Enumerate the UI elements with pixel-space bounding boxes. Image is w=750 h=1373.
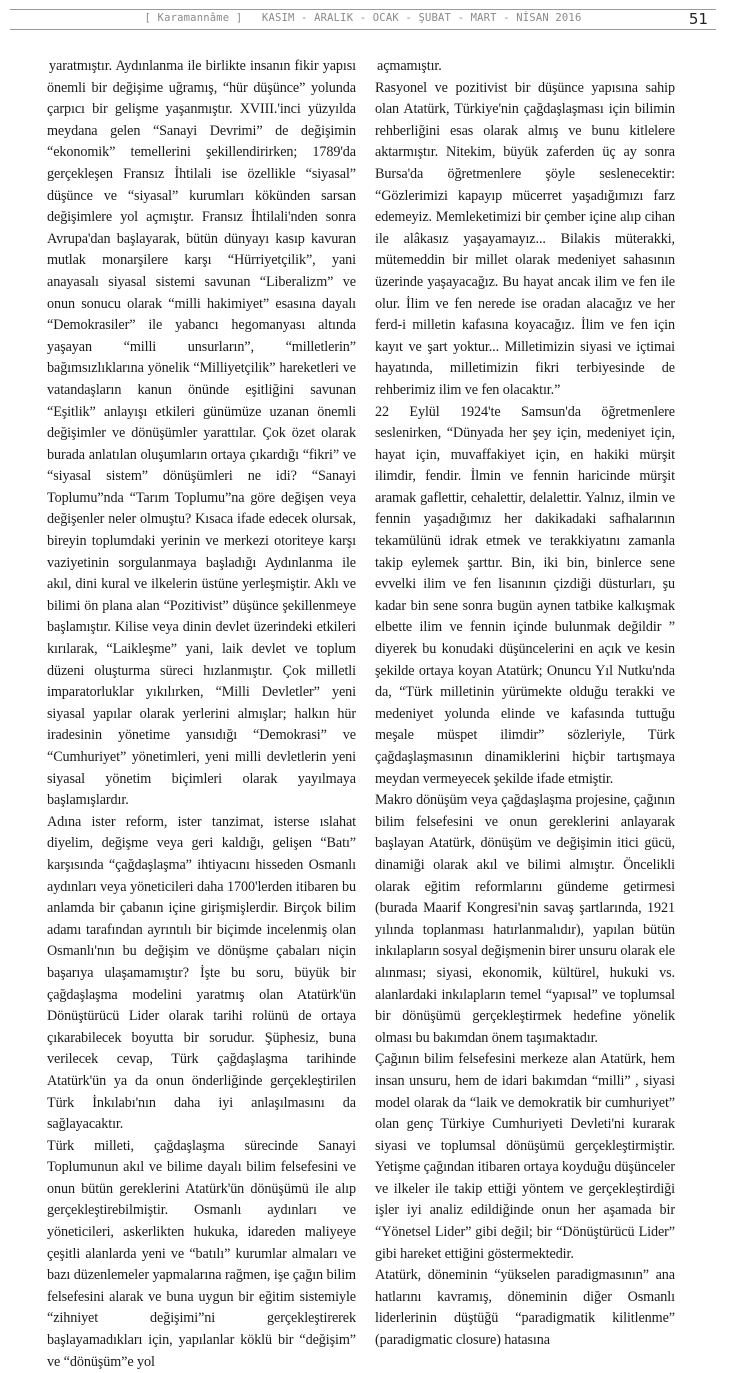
paragraph: Çağının bilim felsefesini merkeze alan Atatürk, hem insan unsuru, hem de idari bakımdan “milli” , siyasi model olarak da “laik ve demokratik bir cumhuriyet” olan genç Türkiye Cumhuriyeti Devleti'ni kurarak siyasi ve toplumsal dönüşümü gerçekleştirmiştir. Yetişme çağından itibaren ortaya koyduğu düşünceler ve ilkeler ile takip ettiği yöntem ve gerçekleştirdiği işler iyi analiz edildiğinde onun her aşamada bir “Yönetsel Lider” gibi değil; bir “Dönüştürücü Lider” gibi hareket ettiğini göstermektedir. [375, 1051, 675, 1262]
paragraph: Makro dönüşüm veya çağdaşlaşma projesine, çağının bilim felsefesini ve onun gereklerini anlayarak başlayan Atatürk, dönüşüm ve değişimin itici gücü, dinamiği olarak akıl ve bilimi almıştır. Öncelikli olarak eğitim reformlarını gündeme getirmesi (burada Maarif Kongresi'nin savaş şartlarında, 1921 yılında toplanması hatırlanmalıdır), yapılan bütün inkılapların sosyal değişmenin birer unsuru olarak ele alınması; siyasi, ekonomik, kültürel, hukuki vs. alanlardaki inkılapların temel “yapısal” ve toplumsal bir dönüşümü gerçekleştirmek hedefine yönelik olması bu bakımdan önem taşımaktadır. [375, 792, 675, 1046]
paragraph: Adına ister reform, ister tanzimat, isterse ıslahat diyelim, değişme veya geri kaldığı, gelişen “Batı” karşısında “çağdaşlaşma” ihtiyacını hisseden Osmanlı aydınları veya yöneticileri daha 1700'lerden itibaren bu anlamda bir çabanın içine girişmişlerdir. Birçok bilim adamı tarafından ayrıntılı bir biçimde incelenmiş olan Osmanlı'nın bu değişim ve dönüşme çabaları niçin başarıya ulaşamamıştır? İşte bu soru, büyük bir çağdaşlaşma modelini yaratmış olan Atatürk'ün Dönüştürücü Lider olarak tarihi rolünü de ortaya çıkarabilecek boyutta bir sorudur. Şüphesiz, buna verilecek cevap, Türk çağdaşlaşma tarihinde Atatürk'ün ya da onun önderliğinde gerçekleştirilen Türk İnkılabı'nın daha iyi anlaşılmasını da sağlayacaktır. [47, 813, 356, 1133]
right-column [375, 56, 675, 1352]
paragraph: Rasyonel ve pozitivist bir düşünce yapısına sahip olan Atatürk, Türkiye'nin çağdaşlaşması için bilimin rehberliğini esas olarak almış ve bunu kitlelere aktarmıştır. Nitekim, büyük zaferden üç ay sonra Bursa'da öğretmenlere şöyle seslenecektir: “Gözlerimizi kapayıp mücerret yaşadığımızı farz edemeyiz. Memleketimizi bir çember içine alıp cihan ile alâkasız yaşayamayız... Bilakis müterakki, mütemeddin bir millet olarak medeniyet sahasının üzerinde yaşayacağız. Bu hayat ancak ilim ve fen ile olur. İlim ve fen nerede ise oradan alacağız ve her ferd-i milletin kafasına koyacağız. İlim ve fen için kayıt ve şart yoktur... Milletimizin siyasi ve içtimai hayatında, milletimizin fikri terbiyesinde de rehberimiz ilim ve fen olacaktır.” [375, 79, 675, 398]
issue-dates: KASIM - ARALIK - OCAK - ŞUBAT - MART - NİSAN 2016 [261, 12, 582, 24]
paragraph: yaratmıştır. Aydınlanma ile birlikte insanın fikir yapısı önemli bir değişime uğramış, “hür düşünce” yolunda çarpıcı bir gelişme yaşanmıştır. XVIII.'inci yüzyılda meydana gelen “Sanayi Devrimi” de değişimin “ekonomik” temellerini şekillendirirken; 1789'da gerçekleşen Fransız İhtilali ise özellikle “siyasal” düşünce ve “siyasal” kurumları kökünden sarsan değişimlere yol açmıştır. Fransız İhtilali'nden sonra Avrupa'dan başlayarak, bütün dünyayı kasıp kavuran mutlak monarşilere karşı “Hürriyetçilik”, yani anayasalı siyasal sistemi savunan “Liberalizm” ve onun sonucu olarak “milli hakimiyet” esasına dayalı “Demokrasiler” ile yabancı hegomanyası altında yaşayan “milli unsurların”, “milletlerin” bağımsızlıklarına yönelik “Milliyetçilik” hareketleri ve vatandaşların kanun önünde eşitliğini savunan “Eşitlik” anlayışı etkileri günümüze uzanan önemli değişimler ve dönüşümler yarattılar. Çok özet olarak burada anlatılan oluşumların ortaya çıkardığı “fikri” ve “siyasal sistem” dönüşümleri ne idi? “Sanayi Toplumu”nda “Tarım Toplumu”na göre değişen veya değişenler neler olmuştu? Kısaca ifade edecek olursak, bireyin toplumdaki yerinin ve merkezi otoriteye karşı vaziyetinin sorgulanmaya başladığı Aydınlanma ile akıl, dini kural ve ilkelerin üstüne yerleşmiştir. Aklı ve bilimi ön plana alan “Pozitivist” düşünce şekillenmeye başlamıştır. Kilise veya dinin devlet üzerindeki etkileri kırılarak, “Laikleşme” yani, laik devlet ve toplum düzeni oluşturma süreci hızlanmıştır. Çok milletli imparatorluklar yıkılırken, “Milli Devletler” yeni siyasal yapılar olarak yerlerini almışlar; halkın hür iradesinin yönetime yansıdığı “Demokrasi” ve “Cumhuriyet” yönetimleri, yeni milli devletlerin yeni siyasal yönetim biçimleri olarak yayılmaya başlamışlardır. [47, 58, 356, 809]
publication-name: [ Karamannâme ] [144, 12, 243, 24]
paragraph: Türk milleti, çağdaşlaşma sürecinde Sanayi Toplumunun akıl ve bilime dayalı bilim felsefesini ve onun bütün gereklerini Atatürk'ün dönüşümü ile alıp gerçekleştirebilmiştir. Osmanlı aydınları ve yöneticileri, askerlikten hukuka, idareden maliyeye çeşitli alanlarda yeni ve “batılı” kurumlar almaları ve bazı düzenlemeler yapmalarına rağmen, işe çağın bilim felsefesini alarak ve buna uygun bir eğitim sistemiyle “zihniyet değişimi”ni gerçekleştirerek başlayamadıkları için, yapılanlar köklü bir “değişim” ve “dönüşüm”e yol [47, 1137, 356, 1370]
left-column [47, 56, 356, 1373]
paragraph: Atatürk, döneminin “yükselen paradigmasının” ana hatlarını kavramış, döneminin diğer Osmanlı liderlerinin düştüğü “paradigmatik kilitlenme” (paradigmatic closure) hatasına [375, 1267, 675, 1349]
running-header [10, 9, 716, 30]
paragraph: açmamıştır. [377, 58, 442, 74]
page-number: 51 [688, 10, 708, 28]
paragraph: 22 Eylül 1924'te Samsun'da öğretmenlere seslenirken, “Dünyada her şey için, medeniyet için, hayat için, muvaffakiyet için, en hakiki mürşit ilimdir, fendir. İlmin ve fennin haricinde mürşit aramak gaflettir, cehalettir, delalettir. Yalnız, ilmin ve fennin yaşadığımız her dakikadaki safhalarının tekamülünü idrak etmek ve terakkiyatını zamanla takip eylemek şarttır. Bin, iki bin, binlerce sene evvelki ilim ve fen lisanının çizdiği düsturları, şu kadar bin sene sonra bugün aynen tatbike kalkışmak elbette ilim ve fennin içinde bulunmak değildir ” diyerek bu konudaki düşüncelerini en açık ve kesin şekilde ortaya koyan Atatürk; Onuncu Yıl Nutku'nda da, “Türk milletinin yürümekte olduğu terakki ve medeniyet yolunda elinde ve kafasında tuttuğu meşale müspet ilimdir” sözleriyle, Türk çağdaşlaşmasının dinamiklerini hiçbir tartışmaya meydan vermeyecek şekilde ifade etmiştir. [375, 403, 675, 787]
